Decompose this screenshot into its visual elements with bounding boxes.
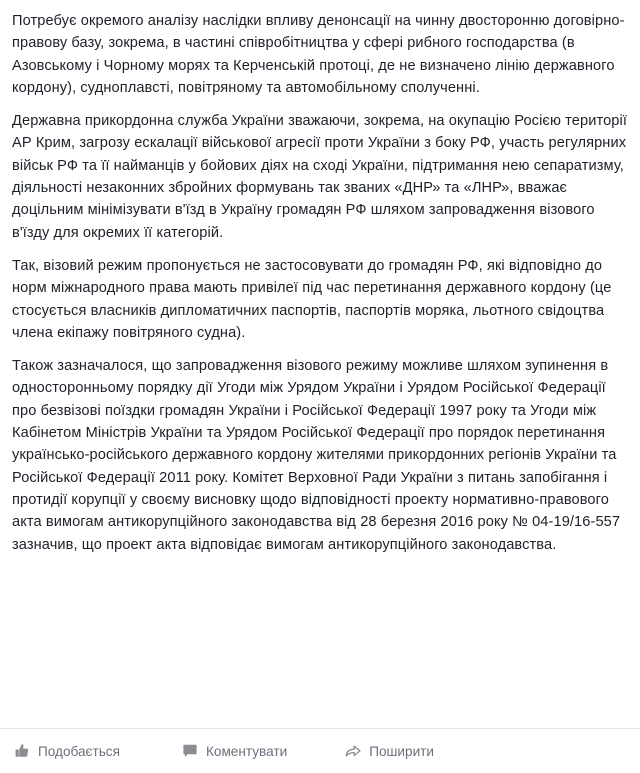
like-button[interactable] (14, 743, 120, 759)
share-label: Поширити (369, 743, 434, 759)
thumbs-up-icon (14, 743, 30, 759)
like-label: Подобається (38, 743, 120, 759)
post-paragraph: Також зазначалося, що запровадження візового режиму можливе шляхом зупинення в односторонньому порядку дії Угоди між Урядом України і Урядом Російської Федерації про безвізові поїздки громадян України і Російської Федерації 1997 року та Угоди між Кабінетом Міністрів України та Урядом Російської Федерації про порядок перетинання українсько-російського державного кордону жителями прикордонних регіонів України та Російської Федерації 2011 року. Комітет Верховної Ради України з питань запобігання і протидії корупції у своєму висновку щодо відповідності проекту нормативно-правового акта вимогам антикорупційного законодавства від 28 березня 2016 року № 04-19/16-557 зазначив, що проект акта відповідає вимогам антикорупційного законодавства. (12, 358, 621, 553)
share-button[interactable] (345, 743, 434, 759)
post-paragraph: Потребує окремого аналізу наслідки впливу денонсації на чинну двосторонню договірно-правову базу, зокрема, в частині співробітництва у сфері рибного господарства (в Азовському і Чорному морях та Керченській протоці, де не визначено лінію державного кордону), судноплавсті, повітряному та автомобільному сполученні. (12, 13, 625, 96)
post-actions-bar (0, 729, 640, 773)
comment-label: Коментувати (205, 743, 288, 759)
comment-button[interactable] (182, 743, 287, 759)
share-arrow-icon (345, 743, 361, 759)
post-paragraph: Так, візовий режим пропонується не застосовувати до громадян РФ, які відповідно до норм міжнародного права мають привілеї під час перетинання державного кордону (це стосується власників дипломатичних паспортів, паспортів моряка, льотного свідоцтва члена екіпажу повітряного судна). (12, 257, 612, 341)
comment-icon (182, 743, 198, 759)
post-paragraph: Державна прикордонна служба України зважаючи, зокрема, на окупацію Росією території АР Крим, загрозу ескалації військової агресії проти України з боку РФ, участь регулярних військ РФ та її найманців у бойових діях на сході України, підтримання нею сепаратизму, діяльності незаконних збройних формувань так званих «ДНР» та «ЛНР», вважає доцільним мінімізувати в'їзд в Україну громадян РФ шляхом запровадження візового в'їзду для окремих її категорій. (12, 113, 628, 241)
